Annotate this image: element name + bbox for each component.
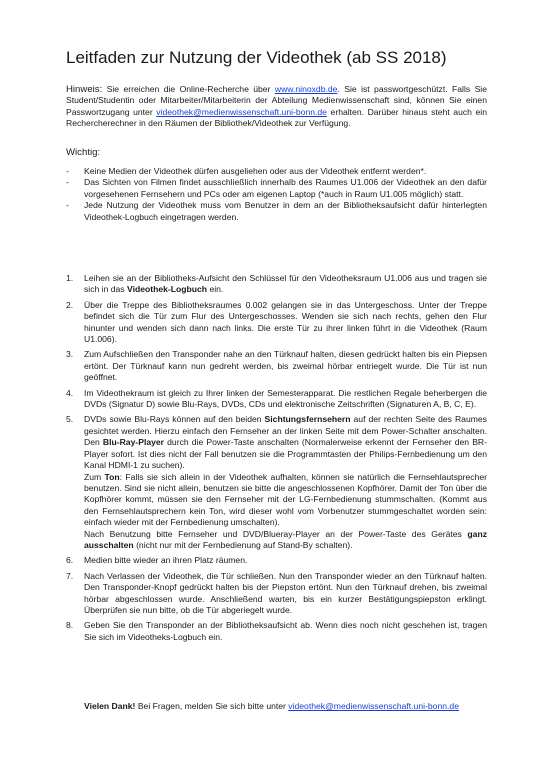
page-title: Leitfaden zur Nutzung der Videothek (ab SS 2018)	[66, 48, 447, 67]
step-text-part: Leihen sie an der Bibliotheks-Aufsicht den Schlüssel für den Videotheksraum U1.006 aus und tragen sie sich in das	[84, 273, 487, 295]
step-text	[84, 414, 487, 471]
step-8	[66, 620, 487, 643]
step-2	[66, 300, 487, 346]
contact-email-link[interactable]: videothek@medienwissenschaft.uni-bonn.de	[288, 701, 459, 711]
hinweis-text-2: . Sie ist passwortgeschützt. Falls Sie Student/Studentin oder Mitarbeiter/Mitarbeiterin der Abteilung Medienwissenschaft sind, können Sie einen Passwortzugang unter	[66, 84, 487, 117]
step-number: 4.	[66, 387, 74, 398]
list-item	[66, 177, 487, 200]
ausschalten-emphasis: ganz ausschalten	[84, 528, 487, 550]
step-number: 3.	[66, 349, 74, 360]
ninoxdb-link[interactable]: www.ninoxdb.de	[274, 84, 338, 94]
list-item	[66, 200, 487, 223]
steps-list	[66, 273, 487, 647]
step-text: Über die Treppe des Bibliotheksraumes 0.002 gelangen sie in das Untergeschoss. Unter der Treppe befindet sich die Tür zum Flur des Untergeschosses. Wenden sie sich nach rechts, gehen den Flur hinunter und wenden sich dann nach links. Die erste Tür zu ihrer linken führt in die Videothek (Raum U1.006).	[84, 299, 487, 345]
step-text-ausschalten	[84, 529, 487, 552]
step-3	[66, 349, 487, 383]
step-number: 1.	[66, 273, 74, 283]
step-text: Medien bitte wieder an ihren Platz räumen.	[84, 555, 248, 566]
step-7	[66, 571, 487, 617]
step-number: 7.	[66, 570, 74, 581]
closing-line	[84, 701, 487, 712]
step-text-part: Zum	[84, 471, 105, 482]
step-6	[66, 555, 487, 566]
step-number: 6.	[66, 555, 74, 566]
dash-marker: -	[66, 200, 69, 211]
step-text-part: DVDs sowie Blu-Rays können auf den beiden	[84, 414, 265, 425]
step-text: Geben Sie den Transponder an der Bibliotheksaufsicht ab. Wenn dies noch nicht geschehen ist, tragen Sie sich im Videotheks-Logbuch ein.	[84, 620, 487, 642]
step-number: 2.	[66, 299, 74, 310]
step-text-part: auf der rechten Seite des Raumes gesichtet werden. Hierzu einfach den Fernseher an der linken Seite mit dem Power-Schalter anschalten. Den	[84, 414, 487, 448]
sichtungsfernseher-emphasis: Sichtungsfernsehern	[264, 414, 351, 425]
step-5	[66, 414, 487, 551]
bluray-player-emphasis: Blu-Ray-Player	[102, 437, 165, 448]
dash-marker: -	[66, 166, 69, 176]
step-number: 5.	[66, 414, 74, 425]
wichtig-heading: Wichtig:	[66, 147, 101, 158]
hinweis-label: Hinweis:	[66, 84, 103, 95]
step-text-part: (nicht nur mit der Fernbedienung auf Stand-By schalten).	[133, 539, 353, 550]
ton-emphasis: Ton	[104, 471, 120, 482]
closing-text: Bei Fragen, melden Sie sich bitte unter	[135, 701, 289, 711]
hinweis-text-1: Sie erreichen die Online-Recherche über	[102, 84, 275, 94]
step-text-part: durch die Power-Taste anschalten (Normalerweise erkennt der Fernseher den BR-Player sofort. Ist dies nicht der Fall benutzen sie die Programmtasten der Philips-Fernbedienung um den Kanal HDMI-1 zu suchen).	[84, 437, 488, 471]
videothek-email-link[interactable]: videothek@medienwissenschaft.uni-bonn.de	[156, 106, 327, 117]
important-notes-list	[66, 166, 487, 223]
step-4	[66, 388, 487, 411]
step-text-part: ein.	[207, 284, 224, 295]
step-number: 8.	[66, 620, 74, 631]
dash-marker: -	[66, 177, 69, 188]
hinweis-text-3: erhalten. Darüber hinaus steht auch ein Rechercherechner in den Räumen der Bibliothek/Videothek zur Verfügung.	[66, 106, 487, 129]
list-item-text: Keine Medien der Videothek dürfen ausgeliehen oder aus der Videothek entfernt werden*.	[84, 166, 427, 176]
step-text-ton	[84, 472, 487, 529]
logbuch-emphasis: Videothek-Logbuch	[127, 284, 208, 295]
step-text: Nach Verlassen der Videothek, die Tür schließen. Nun den Transponder wieder an den Türknauf halten. Den Transponder-Knopf gedrückt halten bis der Piepston ertönt. Nun den Türknauf drehen, bis zweimal hörbar abgeschlossen wurde. Anschließend warten, bis ein kurzer Bestätigungspiepston erklingt. Überprüfen sie nun bitte, ob die Tür abgeriegelt wurde.	[84, 570, 487, 615]
step-text: Zum Aufschließen den Transponder nahe an den Türknauf halten, diesen gedrückt halten bis ein Piepsen ertönt. Der Türknauf kann nun gedreht werden, bis zweimal hörbar entriegelt wurde. Die Tür ist nun geöffnet.	[84, 349, 487, 383]
list-item-text: Jede Nutzung der Videothek muss vom Benutzer in dem an der Bibliotheksaufsicht dafür hinterlegten Videothek-Logbuch eingetragen werden.	[84, 200, 487, 222]
hinweis-paragraph	[66, 84, 487, 130]
step-text-part: : Falls sie sich allein in der Videothek aufhalten, können sie natürlich die Fernsehlautsprecher benutzen. Sind sie nicht allein, benutzen sie bitte die angeschlossenen Kopfhörer. Damit der Ton über die Kopfhörer kommt, müssen sie den Fernseher mit der LG-Fernbedienung stummschalten. (Kommt aus den Fernsehlautsprechern kein Ton, wird dieser wohl vom Vorbenutzer stummgeschaltet worden sein: einfach wieder mit der Fernbedienung umschalten).	[84, 471, 487, 528]
step-text: Im Videothekraum ist gleich zu Ihrer linken der Semesterapparat. Die restlichen Regale beherbergen die DVDs (Signatur D) sowie Blu-Rays, DVDs, CDs und elektronische Zeitschriften (Signaturen A, B, C, E).	[84, 387, 487, 410]
thanks-text: Vielen Dank!	[84, 701, 136, 711]
list-item	[66, 166, 487, 177]
list-item-text: Das Sichten von Filmen findet ausschließlich innerhalb des Raumes U1.006 der Videothek an den dafür vorgesehenen Fernsehern und PCs oder am eigenen Laptop (*auch in Raum U1.005 möglich) statt.	[84, 177, 487, 199]
step-1	[66, 273, 487, 296]
step-text	[84, 273, 487, 296]
step-text-part: Nach Benutzung bitte Fernseher und DVD/Blueray-Player an der Power-Taste des Gerätes	[84, 528, 468, 539]
